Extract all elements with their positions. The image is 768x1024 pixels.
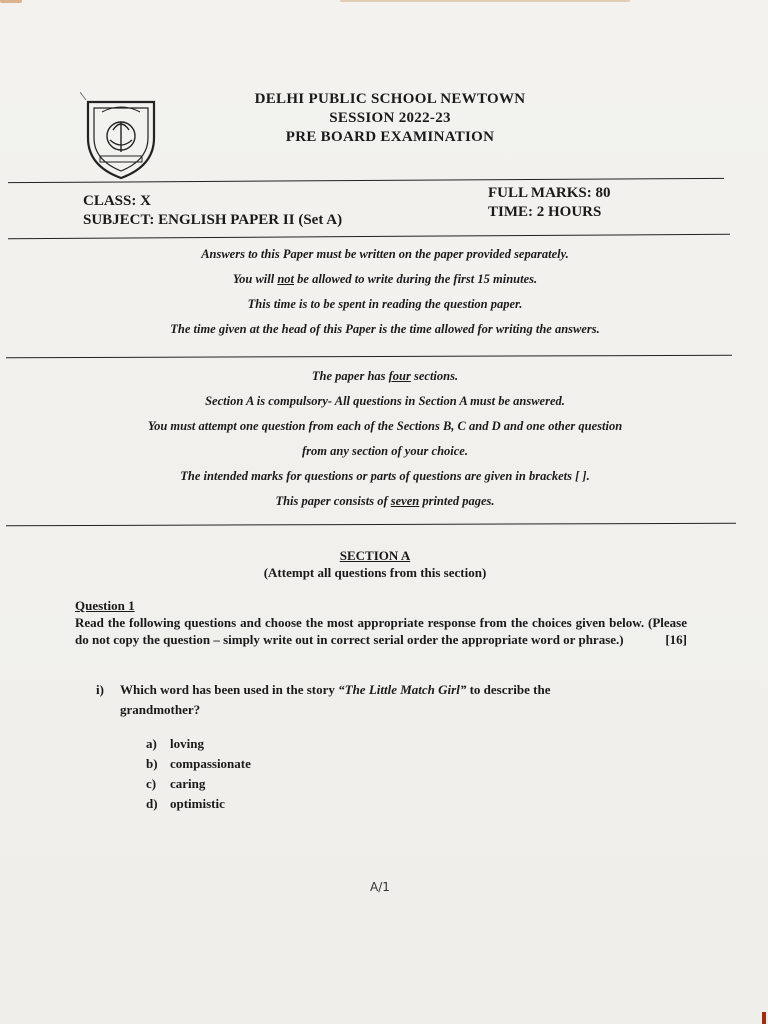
instruction-line: Section A is compulsory- All questions in Section A must be answered. bbox=[205, 394, 565, 408]
answer-options bbox=[146, 734, 251, 814]
instruction-line: The time given at the head of this Paper is the time allowed for writing the answers. bbox=[170, 322, 600, 336]
school-name: DELHI PUBLIC SCHOOL NEWTOWN bbox=[254, 91, 526, 107]
time: TIME: 2 HOURS bbox=[488, 204, 602, 220]
sub-question: i) Which word has been used in the story “The Little Match Girl” to describe the grandmother? bbox=[96, 680, 666, 720]
option-item: d) optimistic bbox=[146, 796, 225, 811]
full-marks: FULL MARKS: 80 bbox=[488, 185, 611, 201]
option-item: b) compassionate bbox=[146, 756, 251, 771]
school-header bbox=[220, 90, 560, 147]
instruction-line: This time is to be spent in reading the question paper. bbox=[247, 297, 523, 311]
section-subtitle: (Attempt all questions from this section) bbox=[263, 565, 487, 580]
instruction-line: Answers to this Paper must be written on the paper provided separately. bbox=[201, 247, 569, 261]
general-instructions bbox=[60, 242, 710, 342]
sub-question-number: i) bbox=[96, 682, 104, 697]
divider bbox=[6, 523, 736, 527]
question-title: Question 1 bbox=[75, 598, 135, 613]
class-subject-block bbox=[83, 192, 342, 230]
exam-name: PRE BOARD EXAMINATION bbox=[285, 129, 495, 145]
instruction-line: The intended marks for questions or parts of questions are given in brackets [ ]. bbox=[180, 469, 590, 483]
edge-stain bbox=[762, 1012, 766, 1024]
divider bbox=[6, 355, 732, 359]
divider bbox=[8, 234, 730, 239]
option-item: a) loving bbox=[146, 736, 204, 751]
session: SESSION 2022-23 bbox=[329, 110, 451, 126]
edge-stain bbox=[0, 0, 22, 3]
option-item: c) caring bbox=[146, 776, 206, 791]
question-body bbox=[75, 614, 687, 648]
class-label: CLASS: X bbox=[83, 193, 151, 209]
school-crest-icon bbox=[80, 92, 162, 180]
subject-label: SUBJECT: ENGLISH PAPER II (Set A) bbox=[83, 212, 343, 228]
section-title: SECTION A bbox=[339, 548, 411, 563]
story-title: “The Little Match Girl” bbox=[338, 682, 467, 697]
sub-question-text-cont: grandmother? bbox=[120, 702, 201, 717]
question-marks: [16] bbox=[665, 632, 687, 647]
marks-time-block bbox=[488, 184, 611, 222]
question-instructions: Read the following questions and choose the most appropriate response from the choices given below. (Please do not copy the question – simply write out in correct serial order the appropriate word or phrase.) bbox=[75, 615, 687, 647]
instruction-line: This paper consists of seven printed pages. bbox=[275, 494, 495, 508]
instruction-line: You will not be allowed to write during the first 15 minutes. bbox=[232, 272, 538, 286]
section-instructions bbox=[60, 364, 710, 514]
edge-stain bbox=[340, 0, 630, 2]
instruction-line: You must attempt one question from each of the Sections B, C and D and one other question bbox=[147, 419, 623, 433]
sub-question-text: Which word has been used in the story bbox=[120, 682, 339, 697]
instruction-line: from any section of your choice. bbox=[302, 444, 468, 458]
page-number: A/1 bbox=[370, 880, 390, 894]
instruction-line: The paper has four sections. bbox=[311, 369, 459, 383]
